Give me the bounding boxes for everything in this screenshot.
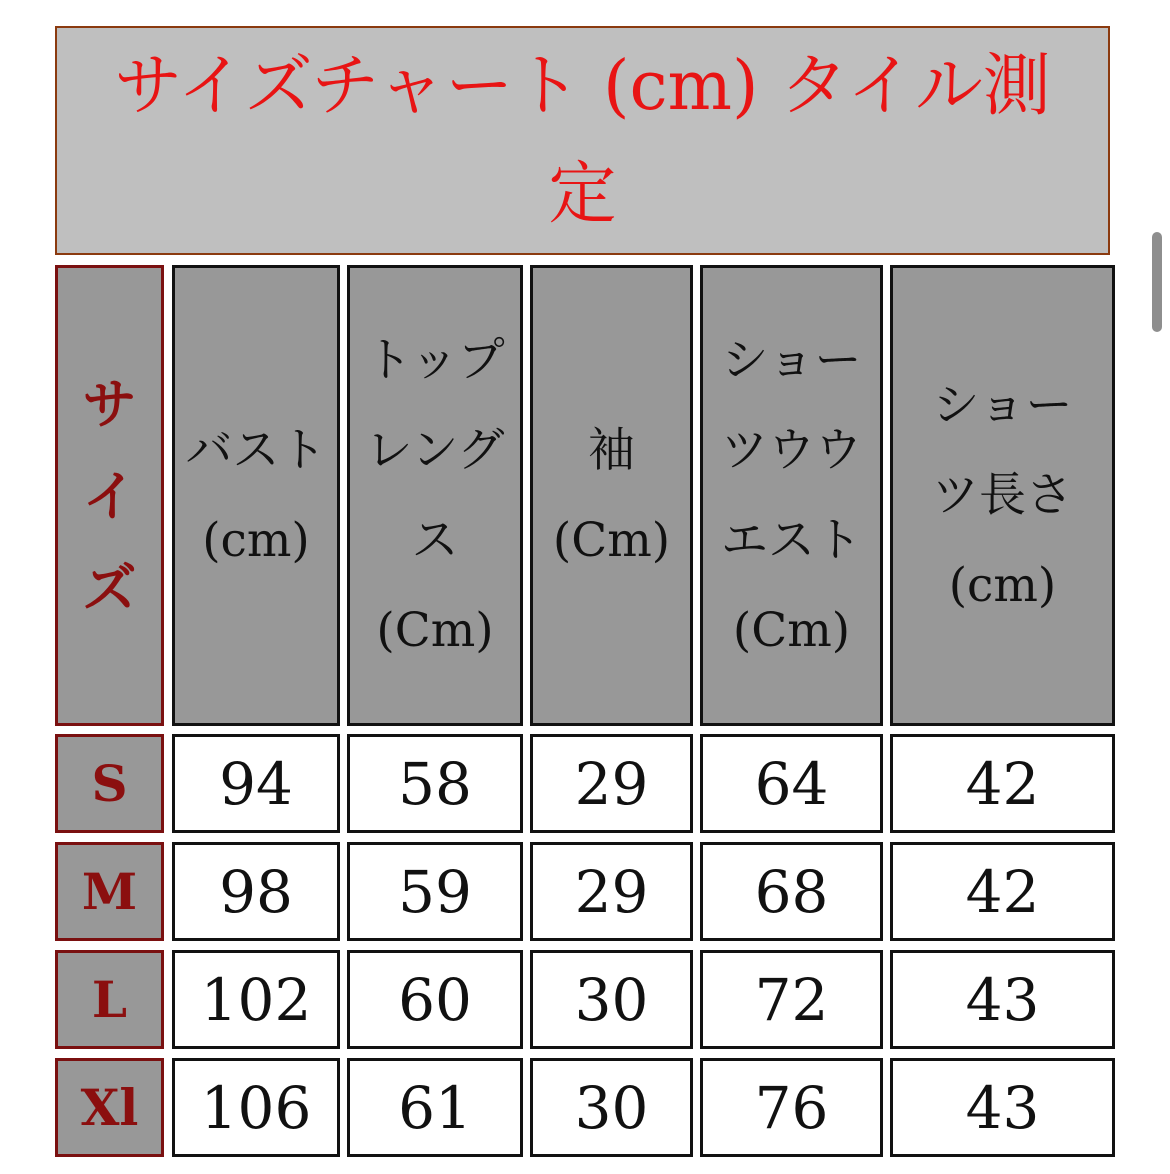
header-top-length-label: トップレングス(Cm) [365,332,505,658]
header-shorts-length-label: ショーツ長さ(cm) [932,377,1073,613]
shorts-waist-cell-m: 68 [700,842,883,941]
bust-cell-m: 98 [172,842,340,941]
header-shorts-length [890,265,1115,726]
header-bust [172,265,340,726]
bust-cell-xl: 106 [172,1058,340,1157]
header-top-length [347,265,523,726]
top-length-cell-xl: 61 [347,1058,523,1157]
shorts-waist-cell-l: 72 [700,950,883,1049]
size-cell-m: M [55,842,164,941]
header-size [55,265,164,726]
bust-cell-l: 102 [172,950,340,1049]
top-length-cell-m: 59 [347,842,523,941]
bust-cell-s: 94 [172,734,340,833]
size-chart-title: サイズチャート (cm) タイル測定 [114,46,1051,234]
header-sleeve [530,265,693,726]
header-sleeve-label: 袖(Cm) [552,422,671,568]
header-size-label: サイズ [82,371,137,620]
shorts-length-cell-l: 43 [890,950,1115,1049]
shorts-length-cell-m: 42 [890,842,1115,941]
shorts-waist-cell-s: 64 [700,734,883,833]
shorts-length-cell-xl: 43 [890,1058,1115,1157]
size-cell-s: S [55,734,164,833]
sleeve-cell-m: 29 [530,842,693,941]
shorts-waist-cell-xl: 76 [700,1058,883,1157]
header-shorts-waist-label: ショーツウウエスト(Cm) [721,332,862,658]
header-bust-label: バスト(cm) [185,422,327,568]
vertical-scrollbar[interactable] [1152,232,1162,332]
top-length-cell-s: 58 [347,734,523,833]
size-cell-l: L [55,950,164,1049]
sleeve-cell-xl: 30 [530,1058,693,1157]
header-shorts-waist [700,265,883,726]
size-chart-title-box [55,26,1110,255]
sleeve-cell-s: 29 [530,734,693,833]
top-length-cell-l: 60 [347,950,523,1049]
size-cell-xl: Xl [55,1058,164,1157]
sleeve-cell-l: 30 [530,950,693,1049]
shorts-length-cell-s: 42 [890,734,1115,833]
